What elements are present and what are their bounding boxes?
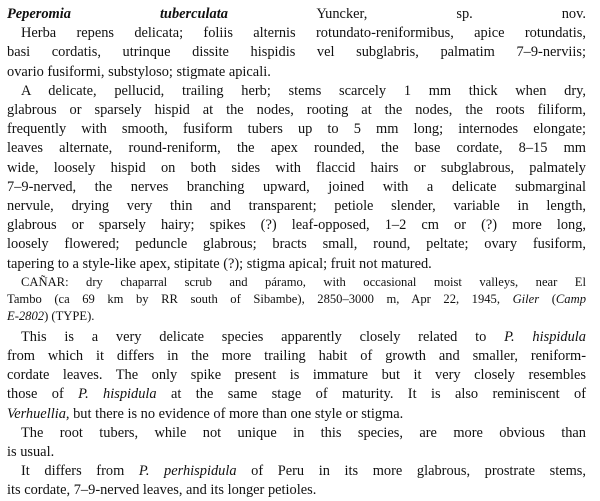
discussion-line: cordate leaves. The only spike present is immature but it very closely resembles	[7, 367, 586, 384]
discussion-line	[7, 462, 586, 481]
discussion-paragraph-3	[7, 462, 586, 500]
species-heading	[7, 5, 586, 24]
description-line: nervule, drying very thin and transparent; petiole slender, variable in length,	[7, 198, 586, 215]
discussion-paragraph-2	[7, 424, 586, 462]
discussion-line: its cordate, 7–9-nerved leaves, and its longer petioles.	[7, 482, 317, 499]
discussion-text: at the same stage of maturity. It is also reminiscent of	[171, 386, 586, 403]
specimen-citation	[7, 274, 586, 325]
species-ref: P. perhispidula	[138, 463, 237, 480]
species-name: Peperomia tuberculata	[7, 6, 228, 22]
discussion-text: This is a very delicate species apparently closely related to	[21, 328, 487, 345]
discussion-line	[7, 405, 586, 424]
latin-diagnosis	[7, 24, 586, 82]
collection-number: E-2802	[7, 308, 45, 323]
camp-label: Camp	[555, 291, 586, 306]
collector-name: Giler	[512, 291, 540, 306]
type-designation: ) (TYPE).	[44, 308, 95, 323]
english-description	[7, 82, 586, 274]
specimen-locality: Tambo (ca 69 km by RR south of Sibambe), 2850–3000 m, Apr 22, 1945,	[7, 291, 501, 306]
discussion-line	[7, 385, 586, 404]
latin-line: ovario fusiformi, substyloso; stigmate apicali.	[7, 63, 271, 80]
discussion-line: is usual.	[7, 444, 55, 461]
description-line: glabrous or sparsely hispid at the nodes, rooting at the nodes, the roots filiform,	[7, 102, 586, 119]
description-line: frequently with smooth, fusiform tubers up to 5 mm long; internodes elongate;	[7, 121, 586, 138]
discussion-line	[7, 328, 586, 347]
discussion-text: but there is no evidence of more than one style or stigma.	[73, 405, 404, 422]
description-line: 7–9-nerved, the nerves branching upward, joined with a delicate submarginal	[7, 178, 586, 195]
latin-line: basi cordatis, utrinque dissite hispidis vel subglabris, palmatim 7–9-nerviis;	[7, 44, 586, 61]
description-line: glabrous or sparsely hairy; spikes (?) leaf-opposed, 1–2 cm or (?) more long,	[7, 217, 586, 234]
description-line: wide, loosely hispid on both sides with flaccid hairs or subglabrous, palmately	[7, 159, 586, 176]
description-line: tapering to a style-like apex, stipitate (?); stigma apical; fruit not matured.	[7, 255, 432, 272]
description-line: A delicate, pellucid, trailing herb; stems scarcely 1 mm thick when dry,	[21, 82, 586, 99]
discussion-text: It differs from	[21, 463, 125, 480]
discussion-line: from which it differs in the more trailing habit of growth and smaller, reniform-	[7, 348, 586, 365]
specimen-line: CAÑAR: dry chaparral scrub and páramo, with occasional moist valleys, near El	[21, 274, 586, 289]
genus-ref: Verhuellia,	[7, 405, 70, 422]
description-line: leaves alternate, round-reniform, the apex rounded, the base cordate, 8–15 mm	[7, 140, 586, 157]
discussion-text: of Peru in its more glabrous, prostrate stems,	[251, 463, 586, 480]
specimen-line	[7, 291, 586, 308]
species-author: Yuncker, sp. nov.	[316, 6, 586, 22]
discussion-text: those of	[7, 386, 64, 403]
discussion-line: The root tubers, while not unique in this species, are more obvious than	[21, 424, 586, 441]
specimen-line	[7, 308, 586, 325]
camp-paren: (	[551, 291, 556, 306]
species-ref: P. hispidula	[504, 328, 586, 345]
latin-line: Herba repens delicata; foliis alternis rotundato-reniformibus, apice rotundatis,	[21, 25, 586, 42]
description-line: loosely flowered; peduncle glabrous; bracts small, round, peltate; ovary fusiform,	[7, 236, 586, 253]
species-ref: P. hispidula	[78, 386, 157, 403]
discussion-paragraph-1	[7, 328, 586, 424]
